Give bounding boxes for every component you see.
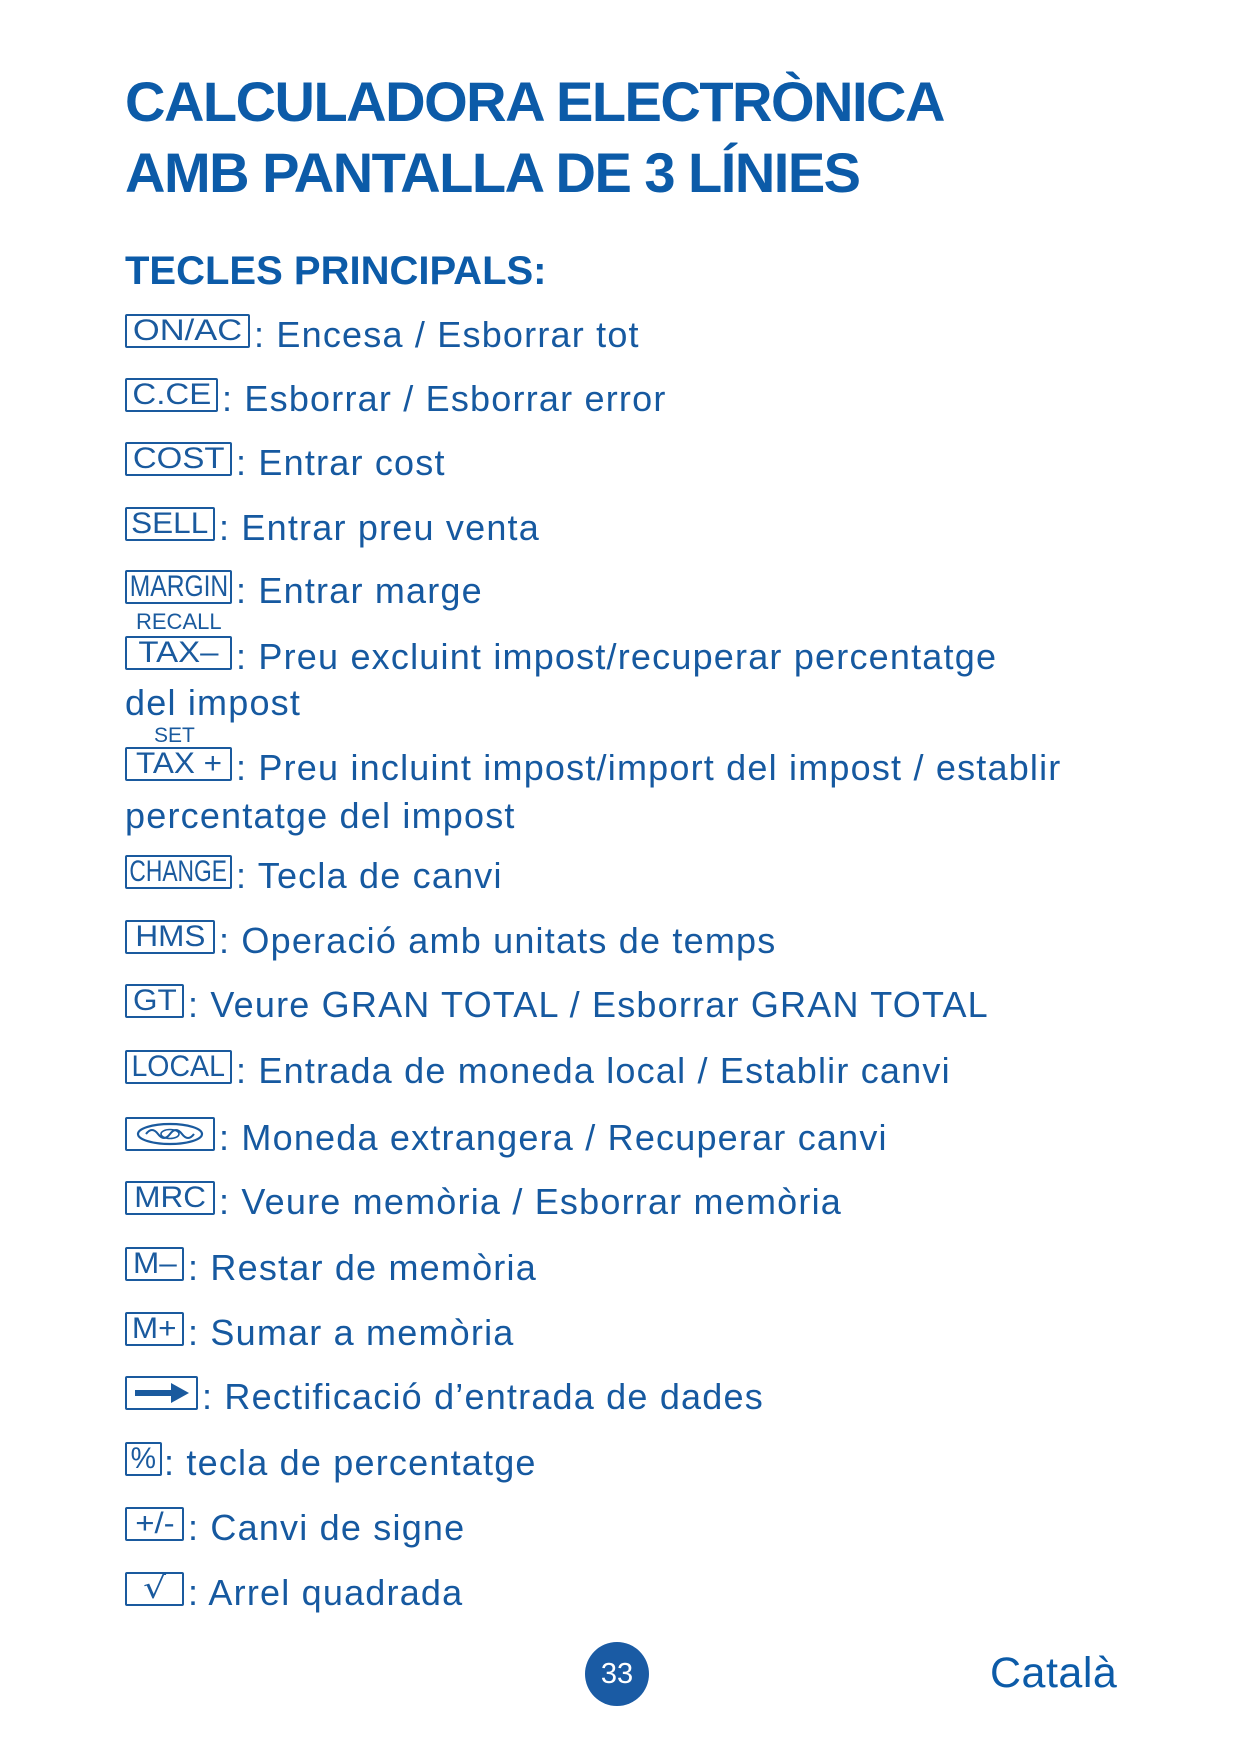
key-label: LOCAL xyxy=(131,1050,226,1083)
key-label: M+ xyxy=(132,1312,177,1345)
margin-key xyxy=(125,570,232,604)
key-description: : Entrar marge xyxy=(236,570,483,611)
key-row-m-plus xyxy=(125,1309,515,1353)
hms-key xyxy=(125,920,215,954)
key-description: : Veure memòria / Esborrar memòria xyxy=(219,1181,842,1222)
key-label: GT xyxy=(132,984,177,1017)
key-label: CHANGE xyxy=(129,855,228,888)
title-line-1: CALCULADORA ELECTRÒNICA xyxy=(125,70,944,133)
page-number: 33 xyxy=(600,1657,634,1690)
key-description: : Entrar preu venta xyxy=(219,507,540,548)
square-root-key xyxy=(125,1572,184,1606)
key-label: +/- xyxy=(134,1507,175,1540)
key-label: C.CE xyxy=(132,378,211,411)
key-description: : Restar de memòria xyxy=(188,1247,537,1288)
key-description-continued: del impost xyxy=(125,682,302,723)
key-description: : Entrar cost xyxy=(236,442,446,483)
recall-key-top-label: RECALL xyxy=(136,609,222,634)
key-row-sell xyxy=(125,504,540,548)
local-key xyxy=(125,1050,232,1084)
key-description: : Tecla de canvi xyxy=(236,855,503,896)
key-row-foreign-currency xyxy=(125,1114,888,1158)
on-ac-key xyxy=(125,314,250,348)
key-description: : Rectificació d’entrada de dades xyxy=(202,1376,764,1417)
key-description: : Preu excluint impost/recuperar percentatge xyxy=(236,636,998,677)
key-description: : Preu incluint impost/import del impost / establir xyxy=(236,747,1062,788)
right-arrow-icon xyxy=(133,1382,191,1404)
key-label: ON/AC xyxy=(132,314,243,347)
sign-change-key xyxy=(125,1507,184,1541)
arrow-key xyxy=(125,1376,198,1410)
key-description: : Veure GRAN TOTAL / Esborrar GRAN TOTAL xyxy=(188,984,989,1025)
gt-key xyxy=(125,984,184,1018)
key-label: MRC xyxy=(134,1181,206,1214)
set-key-top-label: SET xyxy=(154,724,195,747)
key-row-hms xyxy=(125,917,777,961)
key-label: M– xyxy=(132,1247,177,1280)
key-row-cost xyxy=(125,439,446,483)
c-ce-key xyxy=(125,378,218,412)
page-number-badge xyxy=(585,1642,649,1706)
key-row-margin xyxy=(125,567,483,611)
section-heading: TECLES PRINCIPALS: xyxy=(125,249,547,293)
key-row-c-ce xyxy=(125,375,667,419)
key-label: √ xyxy=(143,1571,166,1606)
title-line-2: AMB PANTALLA DE 3 LÍNIES xyxy=(125,141,860,204)
foreign-currency-key xyxy=(125,1117,215,1151)
key-description: : Sumar a memòria xyxy=(188,1312,515,1353)
percent-key xyxy=(125,1442,162,1476)
key-row-sign-change xyxy=(125,1504,466,1548)
key-row-m-minus xyxy=(125,1244,537,1288)
key-row-mrc xyxy=(125,1178,842,1222)
key-description-continued: percentatge del impost xyxy=(125,795,516,836)
language-label: Català xyxy=(990,1649,1118,1697)
key-description: : Moneda extrangera / Recuperar canvi xyxy=(219,1117,888,1158)
key-description: : Esborrar / Esborrar error xyxy=(222,378,667,419)
key-row-arrow xyxy=(125,1373,764,1417)
key-row-gt xyxy=(125,981,989,1025)
m-plus-key xyxy=(125,1312,184,1346)
key-row-tax-minus xyxy=(125,633,998,677)
sell-key xyxy=(125,507,215,541)
key-label: COST xyxy=(132,442,225,475)
key-row-local xyxy=(125,1047,951,1091)
key-row-tax-plus xyxy=(125,744,1062,788)
key-row-change xyxy=(125,852,503,896)
key-label: MARGIN xyxy=(129,570,228,603)
key-description: : Arrel quadrada xyxy=(188,1572,464,1613)
money-icon xyxy=(134,1121,206,1147)
key-description: : Operació amb unitats de temps xyxy=(219,920,777,961)
key-description: : Entrada de moneda local / Establir canvi xyxy=(236,1050,951,1091)
key-description: : tecla de percentatge xyxy=(164,1442,537,1483)
tax-minus-key xyxy=(125,636,232,670)
cost-key xyxy=(125,442,232,476)
change-key xyxy=(125,855,232,889)
key-row-percent xyxy=(125,1439,537,1483)
key-description: : Canvi de signe xyxy=(188,1507,466,1548)
key-description: : Encesa / Esborrar tot xyxy=(254,314,640,355)
key-label: TAX + xyxy=(135,747,222,780)
m-minus-key xyxy=(125,1247,184,1281)
key-label: HMS xyxy=(134,920,205,953)
key-label: TAX– xyxy=(138,636,219,669)
tax-plus-key xyxy=(125,747,232,781)
key-label: % xyxy=(130,1442,157,1475)
key-label: SELL xyxy=(131,507,209,540)
key-row-on-ac xyxy=(125,311,640,355)
mrc-key xyxy=(125,1181,215,1215)
key-row-square-root xyxy=(125,1569,464,1613)
